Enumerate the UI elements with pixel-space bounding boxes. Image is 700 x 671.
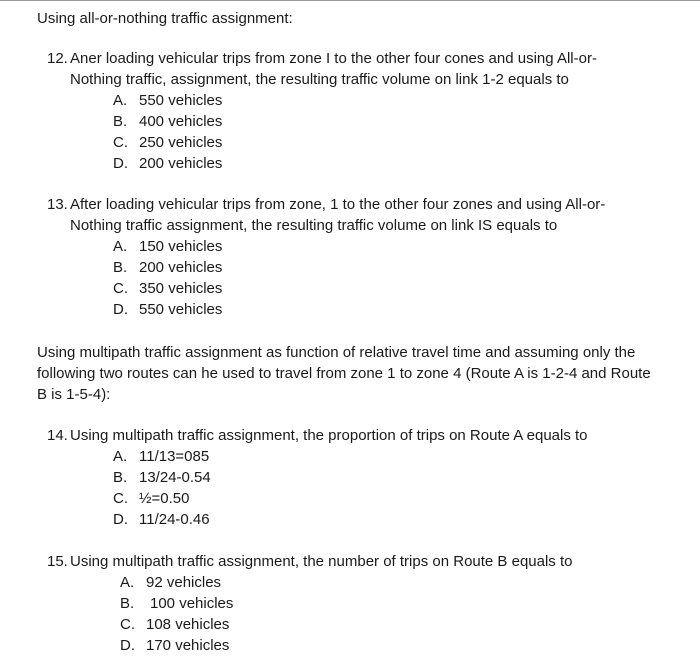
answer-options [113, 446, 647, 530]
section-heading-all-or-nothing: Using all-or-nothing traffic assignment: [37, 10, 293, 27]
option-a [113, 446, 647, 467]
option-letter: B. [113, 259, 128, 276]
option-letter: C. [113, 280, 128, 297]
option-letter: D. [113, 511, 128, 528]
question-15 [47, 551, 647, 656]
question-number: 12. [47, 50, 68, 67]
option-letter: D. [120, 637, 135, 654]
option-text: 200 vehicles [139, 155, 223, 172]
option-text: 200 vehicles [139, 259, 223, 276]
option-b [113, 111, 647, 132]
option-b [113, 467, 647, 488]
question-number: 13. [47, 196, 68, 213]
option-text: 400 vehicles [139, 113, 223, 130]
option-text: 550 vehicles [139, 92, 223, 109]
option-letter: A. [120, 574, 135, 591]
option-text: 13/24-0.54 [139, 469, 211, 486]
option-a [113, 90, 647, 111]
option-text: 92 vehicles [146, 574, 222, 591]
option-text: 108 vehicles [146, 616, 230, 633]
option-a [113, 236, 647, 257]
question-text: Aner loading vehicular trips from zone I to the other four cones and using All-or-Nothing traffic, assignment, the resulting traffic volume on link 1-2 equals to [70, 50, 597, 88]
answer-options [113, 90, 647, 174]
top-divider [0, 0, 700, 1]
option-letter: A. [113, 92, 128, 109]
option-text: ½=0.50 [139, 490, 190, 507]
option-d [113, 153, 647, 174]
option-text: 11/13=085 [139, 448, 210, 465]
answer-options [113, 236, 647, 320]
option-letter: C. [113, 490, 128, 507]
question-13 [47, 194, 647, 320]
option-text: 150 vehicles [139, 238, 223, 255]
question-stem [47, 425, 647, 446]
option-text: 100 vehicles [150, 595, 234, 612]
answer-options [120, 572, 647, 656]
option-text: 11/24-0.46 [139, 511, 210, 528]
question-text: Using multipath traffic assignment, the number of trips on Route B equals to [70, 553, 573, 570]
question-12 [47, 48, 647, 174]
option-letter: B. [120, 595, 135, 612]
option-letter: A. [113, 448, 128, 465]
question-text: After loading vehicular trips from zone, 1 to the other four zones and using All-or-Nothing traffic assignment, the resulting traffic volume on link IS equals to [70, 196, 606, 234]
option-letter: D. [113, 155, 128, 172]
option-text: 550 vehicles [139, 301, 223, 318]
question-text: Using multipath traffic assignment, the proportion of trips on Route A equals to [70, 427, 588, 444]
option-d [120, 635, 647, 656]
option-text: 170 vehicles [146, 637, 230, 654]
option-letter: A. [113, 238, 128, 255]
option-a [120, 572, 647, 593]
option-letter: D. [113, 301, 128, 318]
option-c [113, 132, 647, 153]
option-b [120, 593, 647, 614]
option-d [113, 509, 647, 530]
option-c [113, 488, 647, 509]
question-stem [47, 48, 647, 90]
question-number: 14. [47, 427, 68, 444]
question-number: 15. [47, 553, 68, 570]
option-text: 250 vehicles [139, 134, 223, 151]
option-letter: C. [113, 134, 128, 151]
option-letter: B. [113, 469, 128, 486]
option-letter: B. [113, 113, 128, 130]
option-d [113, 299, 647, 320]
question-stem [47, 551, 647, 572]
option-c [120, 614, 647, 635]
option-text: 350 vehicles [139, 280, 223, 297]
option-b [113, 257, 647, 278]
option-c [113, 278, 647, 299]
question-stem [47, 194, 647, 236]
section-heading-multipath: Using multipath traffic assignment as function of relative travel time and assuming only the following two routes can he used to travel from zone 1 to zone 4 (Route A is 1-2-4 and Route B is 1-5-4): [37, 344, 651, 403]
question-14 [47, 425, 647, 530]
option-letter: C. [120, 616, 135, 633]
